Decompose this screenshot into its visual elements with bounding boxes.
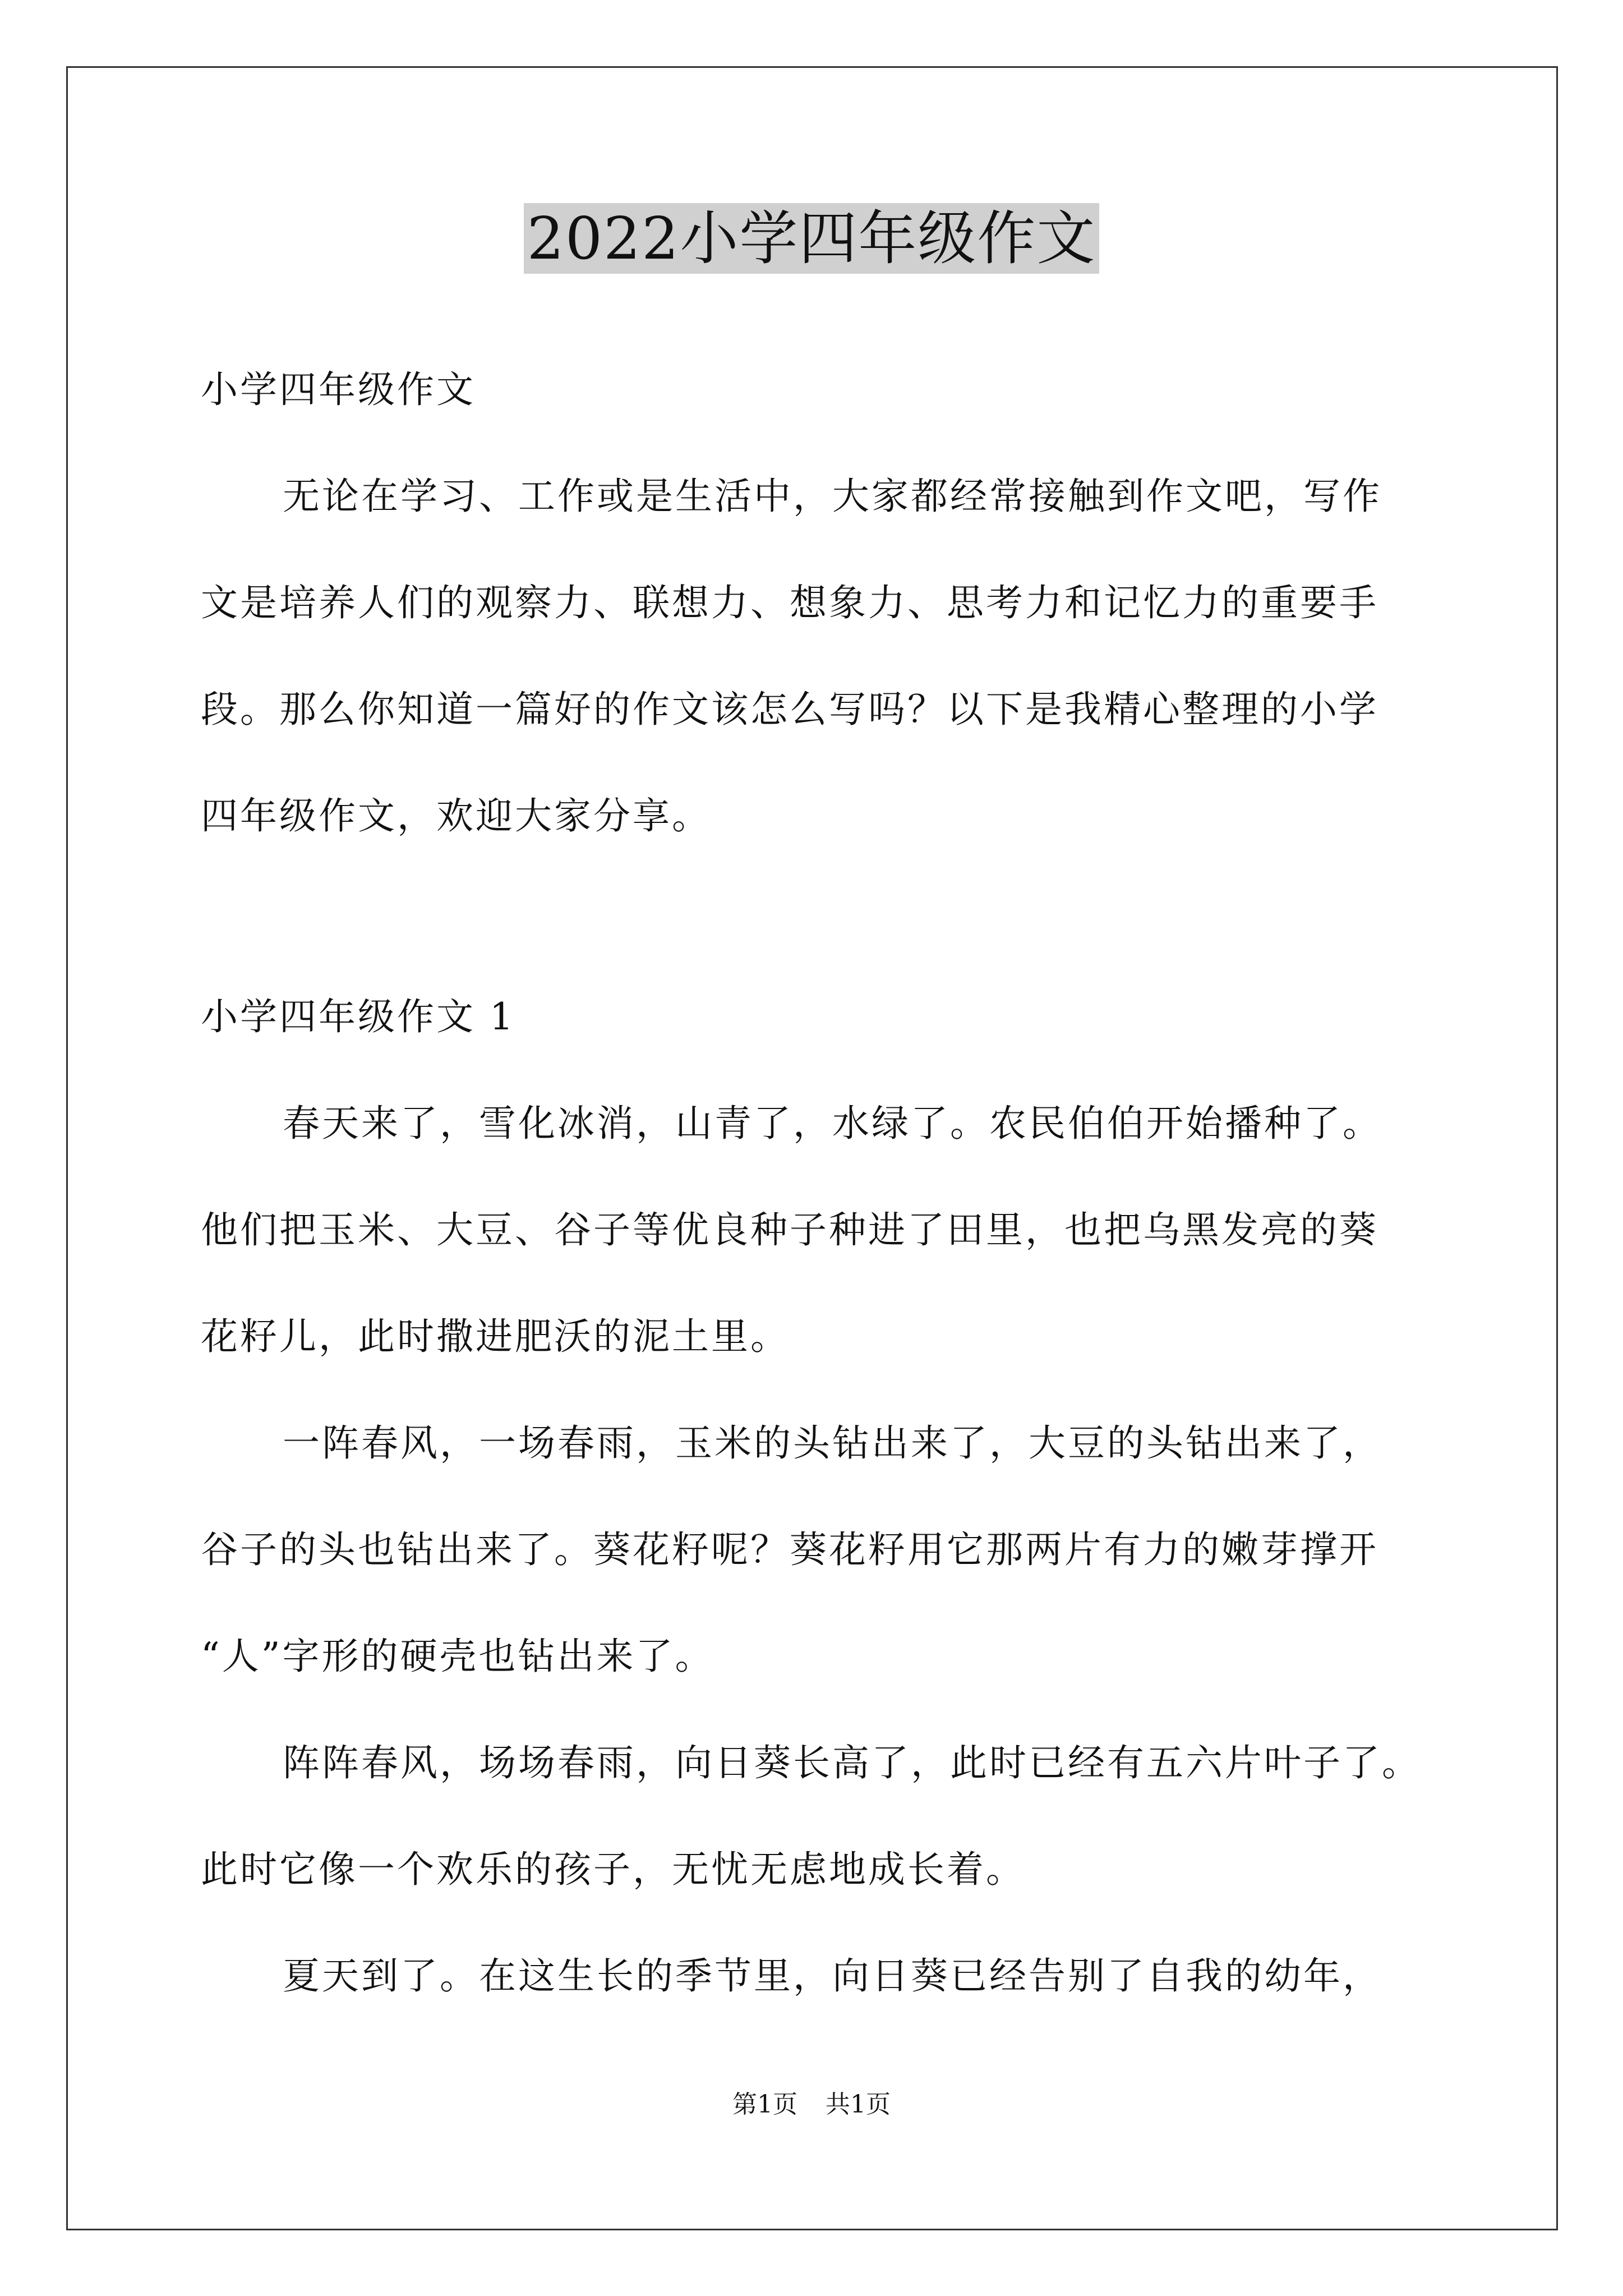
intro-line: 四年级作文，欢迎大家分享。 [201,794,711,838]
document-title-text: 2022小学四年级作文 [524,203,1100,274]
paragraph [201,1390,1435,1710]
paragraph-line: “人”字形的硬壳也钻出来了。 [201,1635,714,1678]
paragraph [201,1710,1435,1923]
paragraph-line: 一阵春风，一场春雨，玉米的头钻出来了，大豆的头钻出来了， [283,1421,1382,1465]
intro-line: 段。那么你知道一篇好的作文该怎么写吗？以下是我精心整理的小学 [201,688,1378,731]
section-heading: 小学四年级作文 1 [201,995,515,1038]
paragraph-line: 谷子的头也钻出来了。葵花籽呢？葵花籽用它那两片有力的嫩芽撑开 [201,1528,1378,1571]
paragraph-line: 春天来了，雪化冰消，山青了，水绿了。农民伯伯开始播种了。 [283,1102,1382,1145]
essay-section [201,964,1435,2030]
paragraph-line: 他们把玉米、大豆、谷子等优良种子种进了田里，也把乌黑发亮的葵 [201,1208,1378,1251]
paragraph-line: 花籽儿，此时撒进肥沃的泥土里。 [201,1315,790,1358]
paragraph-line: 阵阵春风，场场春雨，向日葵长高了，此时已经有五六片叶子了。 [283,1741,1421,1784]
paragraph-line: 此时它像一个欢乐的孩子，无忧无虑地成长着。 [201,1848,1025,1891]
paragraph [201,1923,1435,2030]
document-title [0,199,1623,278]
page-number-current: 第1页 [732,2090,797,2119]
intro-section [201,337,1435,869]
page-footer [0,2088,1623,2122]
intro-line: 无论在学习、工作或是生活中，大家都经常接触到作文吧，写作 [283,475,1382,518]
intro-line: 文是培养人们的观察力、联想力、想象力、思考力和记忆力的重要手 [201,581,1378,624]
page-number-total: 共1页 [826,2090,891,2119]
paragraph [201,1070,1435,1390]
paragraph-line: 夏天到了。在这生长的季节里，向日葵已经告别了自我的幼年， [283,1954,1382,1998]
intro-heading: 小学四年级作文 [201,368,476,411]
